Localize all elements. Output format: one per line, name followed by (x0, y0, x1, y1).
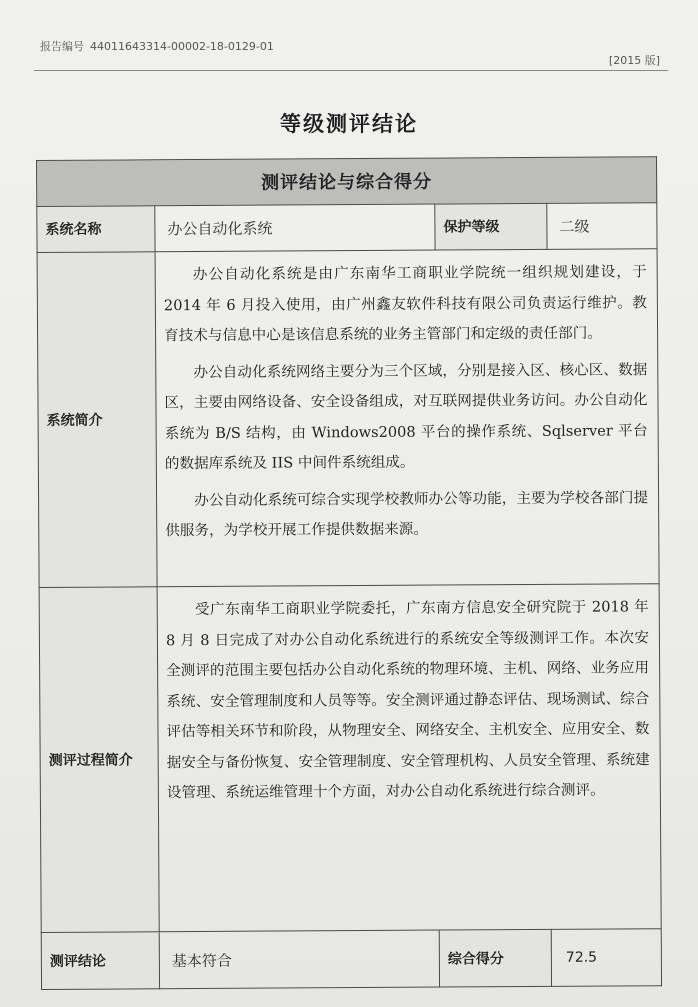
protection-level-value: 二级 (547, 202, 657, 249)
report-number-label: 报告编号 (40, 40, 84, 53)
section-title: 测评结论与综合得分 (37, 157, 657, 206)
report-number-value: 44011643314-00002-18-0129-01 (90, 40, 274, 53)
score-label: 综合得分 (439, 930, 551, 988)
page-title: 等级测评结论 (280, 112, 418, 136)
intro-paragraph: 办公自动化系统可综合实现学校教师办公等功能，主要为学校各部门提供服务，为学校开展工作提供数据来源。 (165, 489, 649, 540)
header-divider (34, 70, 668, 71)
score-value: 72.5 (551, 929, 661, 987)
system-name-label: 系统名称 (37, 205, 155, 252)
system-intro-text (155, 249, 659, 587)
edition-label: [2015 版] (608, 54, 660, 67)
report-number (40, 38, 274, 54)
conclusion-value: 基本符合 (159, 930, 439, 989)
conclusion-table (36, 156, 662, 990)
process-paragraph: 受广东南华工商职业学院委托，广东南方信息安全研究院于 2018 年 8 月 8 日完成了对办公自动化系统进行的系统安全等级测评工作。本次安全测评的范围主要包括办公自动化系统的物理环境、主机、网络、业务应用系统、安全管理制度和人员等等。安全测评通过静态评估、现场测试、综合评估等相关环节和阶段，从物理安全、网络安全、主机安全、应用安全、数据安全与备份恢复、安全管理制度、安全管理机构、人员安全管理、系统建设管理、系统运维管理十个方面，对办公自动化系统进行综合测评。 (165, 598, 650, 802)
intro-paragraph: 办公自动化系统网络主要分为三个区域，分别是接入区、核心区、数据区，主要由网络设备、安全设备组成，对互联网提供业务访问。办公自动化系统为 B/S 结构，由 Windows2008 平台的操作系统、Sqlserver 平台的数据库系统及 IIS 中间件系统组成。 (164, 361, 648, 473)
system-name-value: 办公自动化系统 (155, 204, 435, 252)
intro-paragraph: 办公自动化系统是由广东南华工商职业学院统一组织规划建设，于 2014 年 6 月投入使用，由广州鑫友软件科技有限公司负责运行维护。教育技术与信息中心是该信息系统的业务主管部门和定级的责任部门。 (163, 263, 647, 345)
process-intro-text (157, 584, 661, 932)
process-intro-label: 测评过程简介 (39, 587, 159, 933)
conclusion-label: 测评结论 (41, 932, 159, 990)
system-intro-label: 系统简介 (37, 252, 157, 588)
protection-level-label: 保护等级 (435, 203, 547, 250)
